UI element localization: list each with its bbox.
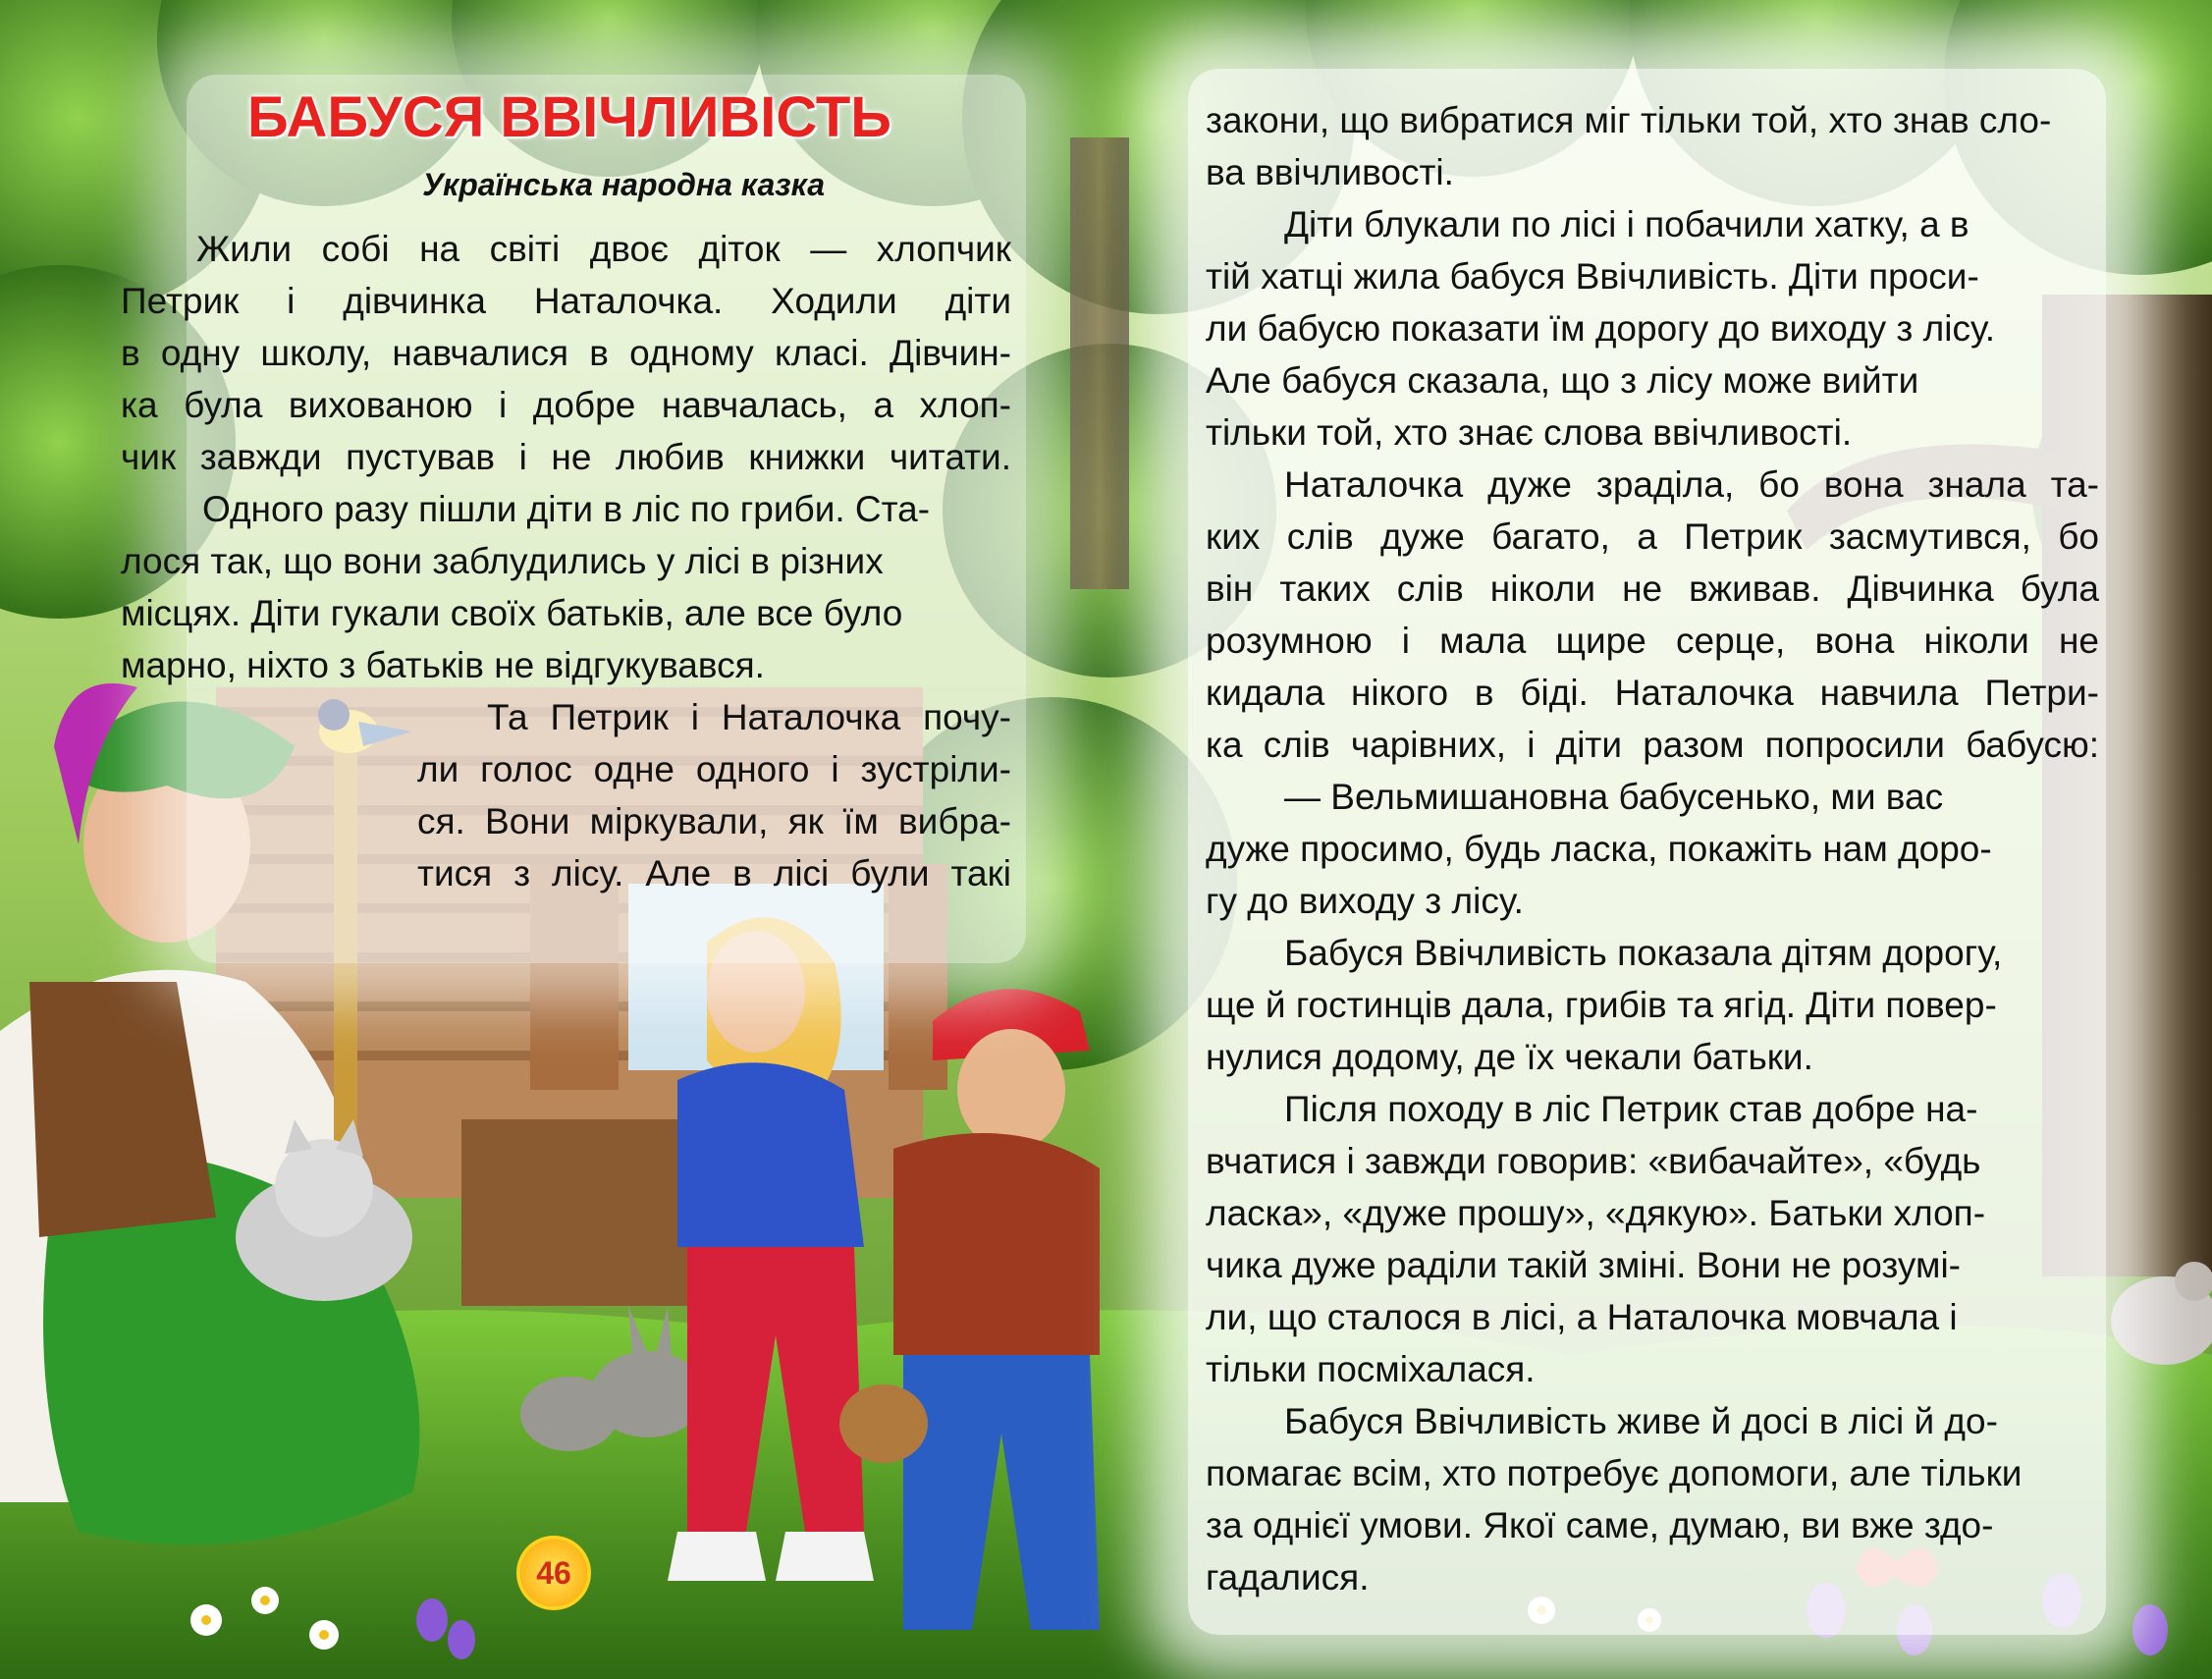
- left-paragraph-1: Жили собі на світі двоє діток — хлопчик Петрик і дівчинка Наталочка. Ходили діти в одну школу, навчалися в одному класі. Дівчин- ка була вихованою і добре навчалась, а хлоп- чик завжди пустував і не любив книжки читати.: [121, 229, 1011, 477]
- mushroom-basket: [839, 1384, 928, 1463]
- story-title: БАБУСЯ ВВІЧЛИВІСТЬ: [247, 85, 891, 149]
- tree-trunk: [1070, 137, 1129, 589]
- right-paragraph-7: Бабуся Ввічливість живе й досі в лісі й до- помагає всім, хто потребує допомоги, але тільки за однієї умови. Якої саме, думаю, ви вже здо- гадалися.: [1206, 1401, 2023, 1598]
- right-paragraph-2: Діти блукали по лісі і побачили хатку, а в тій хатці жила бабуся Ввічливість. Діти проси- ли бабусю показати їм дорогу до виходу з лісу. Але бабуся сказала, що з лісу може вийти тільки той, хто знає слова ввічливості.: [1206, 204, 1996, 453]
- right-paragraph-3: Наталочка дуже зраділа, бо вона знала та- ких слів дуже багато, а Петрик засмутився, бо він таких слів ніколи не вживав. Дівчинка була розумною і мала щире серце, вона ніколи не кидала нікого в біді. Наталочка навчила Петри- ка слів чарівних, і діти разом попросили бабусю:: [1206, 464, 2099, 765]
- right-paragraph-6: Після походу в ліс Петрик став добре на- вчатися і завжди говорив: «вибачайте», «будь ласка», «дуже прошу», «дякую». Батьки хлоп- чика дуже раділи такій зміні. Вони не розумі- ли, що сталося в лісі, а Наталочка мовчала і тільки посміхалася.: [1206, 1089, 1986, 1389]
- right-paragraph-5: Бабуся Ввічливість показала дітям дорогу, ще й гостинців дала, грибів та ягід. Діти повер- нулися додому, де їх чекали батьки.: [1206, 933, 2003, 1077]
- right-paragraph-1: закони, що вибратися міг тільки той, хто знав сло- ва ввічливості.: [1206, 100, 2052, 192]
- story-subtitle: Українська народна казка: [422, 167, 825, 202]
- left-paragraph-3: Та Петрик і Наталочка почу- ли голос одне одного і зустріли- ся. Вони міркували, як їм вибра- тися з лісу. Але в лісі були такі: [417, 697, 1011, 894]
- right-paragraph-4: — Вельмишановна бабусенько, ми вас дуже просимо, будь ласка, покажіть нам доро- гу до виходу з лісу.: [1206, 777, 1992, 921]
- left-paragraph-2: Одного разу пішли діти в ліс по гриби. Ста- лося так, що вони заблудились у лісі в різних місцях. Діти гукали своїх батьків, але все було марно, ніхто з батьків не відгукувався.: [121, 489, 931, 685]
- page-number-badge: 46: [520, 1540, 587, 1606]
